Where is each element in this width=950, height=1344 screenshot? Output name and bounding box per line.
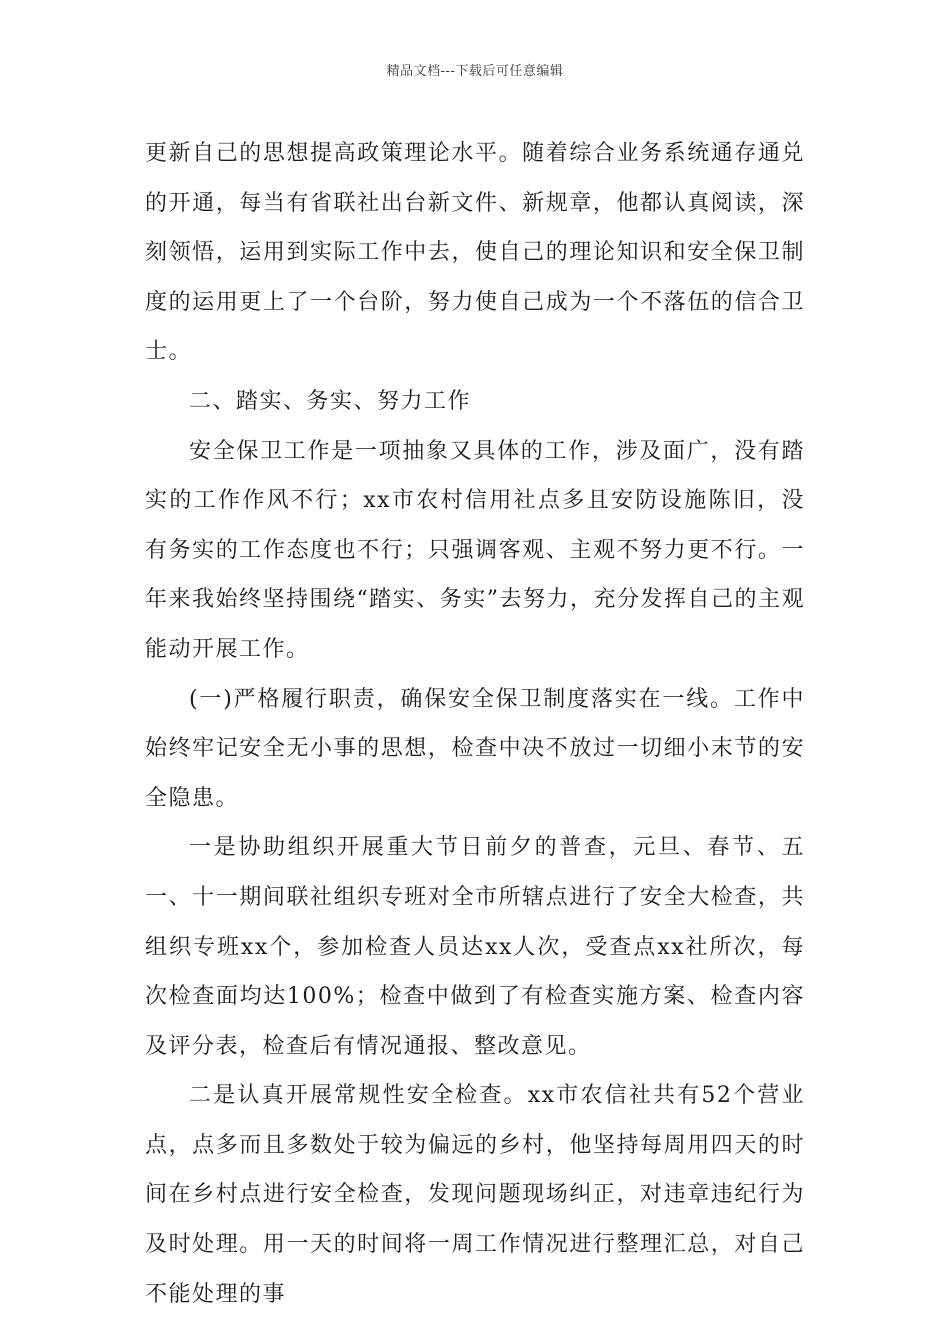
paragraph: (一)严格履行职责，确保安全保卫制度落实在一线。工作中始终牢记安全无小事的思想，检查中决不放过一切细小末节的安全隐患。 [145, 686, 805, 811]
document-body [145, 129, 805, 1319]
paragraph: 安全保卫工作是一项抽象又具体的工作，涉及面广，没有踏实的工作作风不行；xx市农村信用社点多且安防设施陈旧，没有务实的工作态度也不行；只强调客观、主观不努力更不行。一年来我始终坚持围绕“踏实、务实”去努力，充分发挥自己的主观能动开展工作。 [145, 438, 805, 662]
paragraph: 二是认真开展常规性安全检查。xx市农信社共有52个营业点，点多而且多数处于较为偏远的乡村，他坚持每周用四天的时间在乡村点进行安全检查，发现问题现场纠正，对违章违纪行为及时处理。用一天的时间将一周工作情况进行整理汇总，对自己不能处理的事 [145, 1083, 805, 1307]
paragraph: 一是协助组织开展重大节日前夕的普查，元旦、春节、五一、十一期间联社组织专班对全市所辖点进行了安全大检查，共组织专班xx个，参加检查人员达xx人次，受查点xx社所次，每次检查面均达100%；检查中做到了有检查实施方案、检查内容及评分表，检查后有情况通报、整改意见。 [145, 835, 805, 1059]
page-header: 精品文档---下载后可任意编辑 [386, 64, 564, 79]
paragraph-continuation: 更新自己的思想提高政策理论水平。随着综合业务系统通存通兑的开通，每当有省联社出台新文件、新规章，他都认真阅读，深刻领悟，运用到实际工作中去，使自己的理论知识和安全保卫制度的运用更上了一个台阶，努力使自己成为一个不落伍的信合卫士。 [145, 141, 805, 365]
section-heading: 二、踏实、务实、努力工作 [189, 388, 472, 414]
